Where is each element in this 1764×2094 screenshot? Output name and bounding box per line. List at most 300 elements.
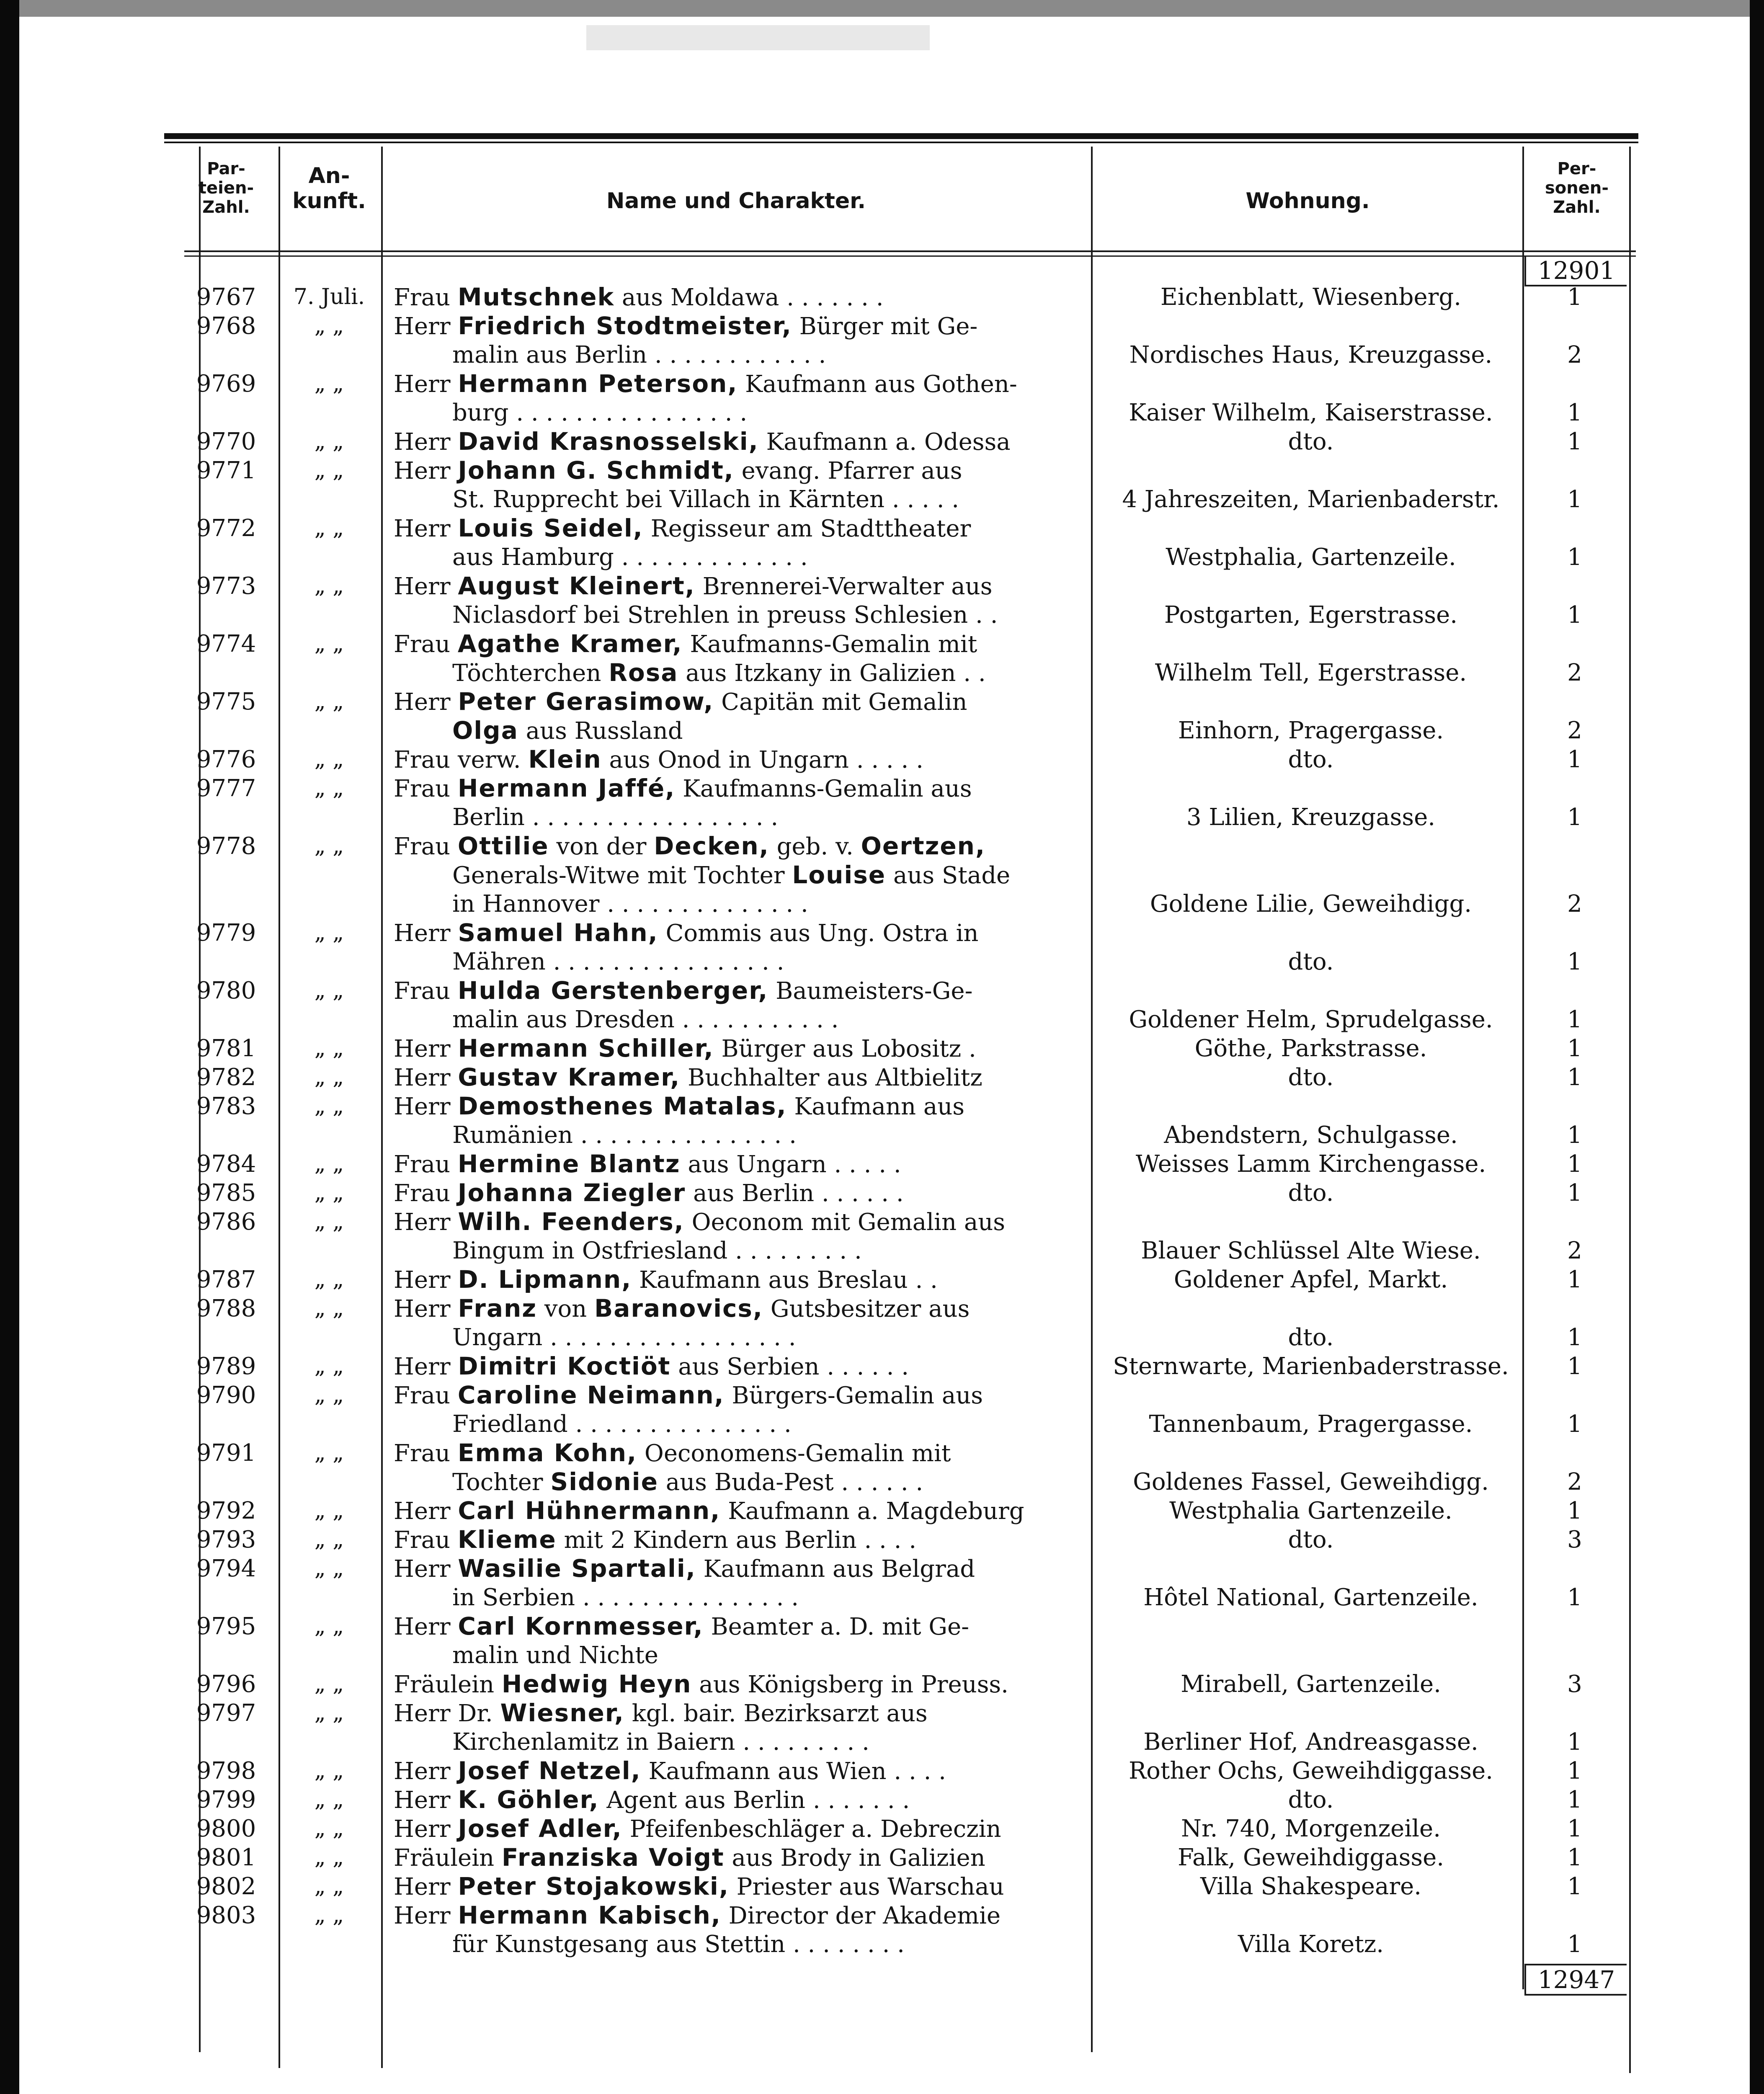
entry-ankunft: „ „ — [314, 1527, 344, 1552]
entry-text: Herr — [394, 1035, 458, 1062]
entry-person-name: Agathe Kramer, — [457, 629, 683, 658]
entry-parteien-zahl: 9789 — [196, 1353, 256, 1380]
entry-personen-zahl: 1 — [1567, 399, 1582, 426]
entry-parteien-zahl: 9788 — [196, 1295, 256, 1322]
entry-wohnung: Goldenes Fassel, Geweihdigg. — [1133, 1468, 1489, 1496]
entry-text: Frau — [394, 833, 458, 860]
entry-ankunft: „ „ — [314, 1065, 344, 1090]
entry-ankunft: „ „ — [314, 1267, 344, 1292]
entry-text: Director der Akademie — [721, 1902, 1001, 1929]
entry-parteien-zahl: 9798 — [196, 1757, 256, 1785]
entry-ankunft: „ „ — [314, 1093, 344, 1119]
entry-person-name: Hulda Gerstenberger, — [457, 976, 769, 1005]
entry-text: Tochter — [452, 1469, 551, 1496]
entry-ankunft: „ „ — [314, 1209, 344, 1234]
entry-name-line — [394, 1901, 1101, 1930]
entry-ankunft: „ „ — [314, 1845, 344, 1870]
entry-name-line — [394, 1930, 1160, 1959]
entry-ankunft: „ „ — [314, 1556, 344, 1581]
entry-parteien-zahl: 9803 — [196, 1902, 256, 1929]
entry-name-line — [394, 1092, 1101, 1121]
entry-text: Bürgers-Gemalin aus — [724, 1382, 983, 1409]
entry-personen-zahl: 1 — [1567, 1006, 1582, 1033]
entry-name-line — [394, 832, 1101, 861]
entry-personen-zahl: 2 — [1567, 890, 1582, 918]
entry-text: Herr — [394, 428, 458, 456]
entry-text: Herr — [394, 1353, 458, 1380]
entry-name-line — [394, 398, 1160, 427]
entry-person-name: Wilh. Feenders, — [458, 1207, 684, 1236]
entry-text: von — [537, 1295, 595, 1323]
entry-text: Bürger mit Ge- — [792, 313, 978, 340]
entry-ankunft: „ „ — [314, 1354, 344, 1379]
entry-wohnung: Rother Ochs, Geweihdiggasse. — [1128, 1757, 1493, 1785]
header-personen-zahl: Per- sonen- Zahl. — [1545, 159, 1609, 217]
column-divider — [279, 147, 280, 2068]
scan-border-top — [0, 0, 1764, 17]
entry-text: malin aus Berlin . . . . . . . . . . . . — [452, 341, 826, 369]
entry-name-line — [394, 369, 1101, 399]
entry-person-name: Johann G. Schmidt, — [458, 456, 734, 485]
entry-wohnung: Weisses Lamm Kirchengasse. — [1135, 1150, 1486, 1178]
entry-name-line — [394, 1294, 1101, 1323]
entry-text: Herr — [394, 1266, 458, 1294]
entry-personen-zahl: 1 — [1567, 746, 1582, 773]
entry-personen-zahl: 1 — [1567, 1786, 1582, 1813]
entry-person-name: Hermann Kabisch, — [458, 1901, 721, 1929]
entry-name-line — [394, 1265, 1101, 1295]
entry-text: Capitän mit Gemalin — [714, 689, 967, 716]
entry-text: Fräulein — [394, 1844, 502, 1872]
entry-parteien-zahl: 9795 — [196, 1613, 256, 1640]
entry-person-name: Franziska Voigt — [501, 1843, 725, 1872]
entry-text: Herr — [394, 573, 458, 600]
entry-personen-zahl: 1 — [1567, 544, 1582, 571]
entry-text: Kaufmann aus Gothen- — [738, 371, 1017, 398]
entry-text: Herr — [394, 1873, 458, 1901]
entry-text: Brennerei-Verwalter aus — [695, 573, 993, 600]
entry-wohnung: Göthe, Parkstrasse. — [1194, 1035, 1427, 1062]
entry-person-name: Samuel Hahn, — [458, 918, 658, 947]
entry-parteien-zahl: 9779 — [196, 919, 256, 946]
entry-text: Herr — [394, 371, 458, 398]
entry-wohnung: Tannenbaum, Pragergasse. — [1149, 1411, 1473, 1438]
entry-ankunft: „ „ — [314, 747, 344, 772]
entry-text: Herr — [394, 1093, 458, 1120]
entry-name-line — [394, 1034, 1101, 1063]
entry-text: Kaufmann a. Odessa — [758, 428, 1011, 456]
entry-text: Bürger aus Lobositz . — [714, 1035, 976, 1062]
entry-name-line — [394, 1467, 1160, 1497]
entry-text: geb. v. — [769, 833, 861, 860]
entry-name-line — [394, 803, 1160, 832]
entry-name-line — [394, 1063, 1101, 1092]
entry-text: Ungarn . . . . . . . . . . . . . . . . . — [452, 1324, 796, 1351]
entry-text: aus Buda-Pest . . . . . . — [658, 1469, 923, 1496]
entry-name-line — [394, 1699, 1101, 1728]
header-name-und-charakter: Name und Charakter. — [606, 188, 866, 214]
top-double-rule — [164, 133, 1638, 139]
entry-person-name: Peter Gerasimow, — [458, 687, 714, 716]
entry-text: Frau — [394, 1180, 458, 1207]
entry-person-name: Josef Netzel, — [458, 1756, 641, 1785]
entry-person-name: Baranovics, — [594, 1294, 763, 1323]
entry-text: Herr — [394, 1555, 458, 1583]
entry-parteien-zahl: 9773 — [196, 572, 256, 600]
entry-parteien-zahl: 9781 — [196, 1035, 256, 1062]
entry-personen-zahl: 1 — [1567, 1266, 1582, 1293]
entry-text: Herr — [394, 1815, 458, 1843]
entry-name-line — [394, 1525, 1101, 1555]
entry-text: Regisseur am Stadttheater — [643, 515, 971, 542]
entry-text: aus Russland — [518, 717, 683, 745]
entry-person-name: Carl Hühnermann, — [458, 1496, 721, 1525]
entry-name-line — [394, 1843, 1101, 1872]
entry-wohnung: Kaiser Wilhelm, Kaiserstrasse. — [1129, 399, 1493, 426]
entry-personen-zahl: 2 — [1567, 1468, 1582, 1496]
entry-name-line — [394, 1381, 1101, 1410]
entry-name-line — [394, 283, 1101, 312]
entry-name-line — [394, 1005, 1160, 1034]
entry-text: Rumänien . . . . . . . . . . . . . . . — [452, 1122, 797, 1149]
entry-parteien-zahl: 9784 — [196, 1150, 256, 1178]
entry-parteien-zahl: 9801 — [196, 1844, 256, 1871]
entry-text: Commis aus Ung. Ostra in — [658, 920, 979, 947]
entry-text: Herr — [394, 515, 458, 542]
entry-parteien-zahl: 9787 — [196, 1266, 256, 1293]
entry-personen-zahl: 1 — [1567, 1411, 1582, 1438]
entry-parteien-zahl: 9770 — [196, 428, 256, 455]
entry-name-line — [394, 1207, 1101, 1237]
entry-wohnung: Nordisches Haus, Kreuzgasse. — [1129, 341, 1493, 369]
entry-personen-zahl: 3 — [1567, 1671, 1582, 1698]
entry-ankunft: „ „ — [314, 1498, 344, 1523]
entry-text: burg . . . . . . . . . . . . . . . . — [452, 399, 748, 426]
entry-text: Herr — [394, 457, 458, 485]
entry-person-name: Louise — [792, 861, 886, 889]
entry-text: Kaufmann aus Breslau . . — [632, 1266, 938, 1294]
entry-parteien-zahl: 9771 — [196, 457, 256, 484]
entry-name-line — [394, 1236, 1160, 1265]
entry-text: Herr Dr. — [394, 1700, 500, 1727]
entry-parteien-zahl: 9777 — [196, 775, 256, 802]
entry-wohnung: 3 Lilien, Kreuzgasse. — [1186, 804, 1436, 831]
entry-personen-zahl: 1 — [1567, 948, 1582, 975]
entry-text: aus Onod in Ungarn . . . . . — [601, 746, 923, 774]
entry-person-name: Louis Seidel, — [458, 514, 643, 542]
entry-name-line — [394, 1496, 1101, 1526]
entry-text: für Kunstgesang aus Stettin . . . . . . . . — [452, 1931, 905, 1958]
entry-ankunft: „ „ — [314, 371, 344, 396]
entry-ankunft: „ „ — [314, 1758, 344, 1783]
entry-personen-zahl: 2 — [1567, 717, 1582, 744]
entry-name-line — [394, 1641, 1160, 1670]
entry-text: Frau — [394, 1527, 458, 1554]
entry-name-line — [394, 601, 1160, 629]
entry-ankunft: „ „ — [314, 1874, 344, 1899]
entry-text: Frau — [394, 775, 458, 802]
entry-text: aus Berlin . . . . . . — [686, 1180, 904, 1207]
entry-text: Kaufmann aus — [787, 1093, 965, 1120]
entry-parteien-zahl: 9797 — [196, 1699, 256, 1727]
entry-personen-zahl: 1 — [1567, 1815, 1582, 1842]
entry-personen-zahl: 1 — [1567, 284, 1582, 311]
entry-personen-zahl: 1 — [1567, 1035, 1582, 1062]
entry-wohnung: Blauer Schlüssel Alte Wiese. — [1141, 1237, 1481, 1264]
entry-wohnung: Westphalia, Gartenzeile. — [1166, 544, 1456, 571]
entry-person-name: Ottilie — [457, 832, 549, 860]
entry-person-name: David Krasnosselski, — [458, 427, 759, 456]
entry-name-line — [394, 745, 1101, 774]
entry-text: Herr — [394, 1787, 458, 1814]
entry-personen-zahl: 1 — [1567, 1728, 1582, 1756]
entry-name-line — [394, 1814, 1101, 1844]
entry-parteien-zahl: 9802 — [196, 1873, 256, 1900]
entry-name-line — [394, 658, 1160, 688]
entry-wohnung: Berliner Hof, Andreasgasse. — [1143, 1728, 1478, 1756]
entry-name-line — [394, 687, 1101, 717]
entry-text: mit 2 Kindern aus Berlin . . . . — [556, 1527, 917, 1554]
entry-person-name: Olga — [452, 716, 518, 745]
entry-name-line — [394, 427, 1101, 456]
entry-ankunft: „ „ — [314, 516, 344, 541]
entry-parteien-zahl: 9772 — [196, 515, 256, 542]
entry-text: Oeconomens-Gemalin mit — [637, 1440, 951, 1467]
entry-name-line — [394, 1785, 1101, 1815]
entry-ankunft: „ „ — [314, 689, 344, 714]
entry-personen-zahl: 2 — [1567, 659, 1582, 686]
entry-text: Kaufmann aus Wien . . . . — [641, 1758, 946, 1785]
entry-text: aus Ungarn . . . . . — [680, 1151, 901, 1178]
entry-name-line — [394, 1150, 1101, 1179]
entry-parteien-zahl: 9783 — [196, 1093, 256, 1120]
entry-parteien-zahl: 9774 — [196, 630, 256, 658]
column-divider — [381, 147, 383, 2068]
entry-text: Agent aus Berlin . . . . . . . — [599, 1787, 910, 1814]
entry-text: aus Hamburg . . . . . . . . . . . . . — [452, 544, 808, 571]
entry-text: Herr — [394, 1498, 458, 1525]
entry-ankunft: „ „ — [314, 1036, 344, 1061]
entry-text: von der — [549, 833, 654, 860]
entry-person-name: K. Göhler, — [458, 1785, 599, 1814]
entry-wohnung: Sternwarte, Marienbaderstrasse. — [1113, 1353, 1509, 1380]
entry-parteien-zahl: 9791 — [196, 1439, 256, 1467]
entry-wohnung: dto. — [1288, 1786, 1334, 1813]
entry-text: in Serbien . . . . . . . . . . . . . . . — [452, 1584, 799, 1611]
entry-personen-zahl: 1 — [1567, 1179, 1582, 1207]
header-ankunft: An- kunft. — [292, 163, 366, 214]
entry-ankunft: „ „ — [314, 1151, 344, 1176]
entry-text: aus Moldawa . . . . . . . — [614, 284, 884, 311]
entry-wohnung: Nr. 740, Morgenzeile. — [1181, 1815, 1441, 1842]
entry-parteien-zahl: 9793 — [196, 1526, 256, 1553]
scan-border-left — [0, 0, 19, 2094]
entry-ankunft: „ „ — [314, 833, 344, 859]
entry-name-line — [394, 1554, 1101, 1583]
header-parteien-zahl: Par- teien- Zahl. — [198, 159, 254, 217]
entry-personen-zahl: 2 — [1567, 1237, 1582, 1264]
entry-text: Frau verw. — [394, 746, 529, 774]
entry-wohnung: Goldene Lilie, Geweihdigg. — [1150, 890, 1472, 918]
entry-person-name: Klein — [528, 745, 602, 774]
entry-person-name: Wiesner, — [500, 1699, 624, 1727]
entry-person-name: Decken, — [654, 832, 769, 860]
entry-personen-zahl: 1 — [1567, 1064, 1582, 1091]
entry-personen-zahl: 1 — [1567, 1122, 1582, 1149]
entry-text: Kirchenlamitz in Baiern . . . . . . . . . — [452, 1728, 869, 1756]
entry-name-line — [394, 312, 1101, 341]
entry-ankunft: „ „ — [314, 1903, 344, 1928]
entry-person-name: Hermann Jaffé, — [457, 774, 676, 802]
entry-parteien-zahl: 9775 — [196, 688, 256, 715]
entry-name-line — [394, 1872, 1101, 1901]
entry-text: kgl. bair. Bezirksarzt aus — [624, 1700, 928, 1727]
entry-name-line — [394, 976, 1101, 1006]
entry-text: Berlin . . . . . . . . . . . . . . . . . — [452, 804, 779, 831]
entry-personen-zahl: 1 — [1567, 1353, 1582, 1380]
entry-personen-zahl: 1 — [1567, 1873, 1582, 1900]
entry-text: in Hannover . . . . . . . . . . . . . . — [452, 890, 808, 918]
entry-ankunft: „ „ — [314, 920, 344, 945]
entry-text: Herr — [394, 1613, 458, 1640]
entry-name-line — [394, 1439, 1101, 1468]
entry-text: Buchhalter aus Altbielitz — [680, 1064, 983, 1091]
entry-wohnung: Villa Shakespeare. — [1200, 1873, 1422, 1900]
entry-name-line — [394, 1179, 1101, 1208]
entry-text: Frau — [394, 1382, 458, 1409]
entry-wohnung: dto. — [1288, 1526, 1334, 1553]
entry-wohnung: Abendstern, Schulgasse. — [1164, 1122, 1458, 1149]
entry-text: Baumeisters-Ge- — [768, 977, 973, 1005]
entry-wohnung: Falk, Geweihdiggasse. — [1177, 1844, 1444, 1871]
entry-person-name: Rosa — [609, 658, 678, 687]
entry-person-name: Gustav Kramer, — [458, 1063, 681, 1091]
entry-text: aus Brody in Galizien — [724, 1844, 985, 1872]
entry-wohnung: dto. — [1288, 948, 1334, 975]
entry-name-line — [394, 1583, 1160, 1612]
entry-ankunft: „ „ — [314, 1180, 344, 1205]
entry-name-line — [394, 456, 1101, 485]
entry-text: aus Itzkany in Galizien . . — [678, 660, 986, 687]
entry-text: Fräulein — [394, 1671, 502, 1698]
column-divider — [1629, 147, 1631, 2073]
entry-person-name: Hermine Blantz — [457, 1150, 681, 1178]
entry-text: Gutsbesitzer aus — [763, 1295, 970, 1323]
entry-personen-zahl: 1 — [1567, 804, 1582, 831]
entry-person-name: Emma Kohn, — [457, 1439, 637, 1467]
entry-wohnung: Eichenblatt, Wiesenberg. — [1160, 284, 1462, 311]
entry-text: Kaufmanns-Gemalin aus — [675, 775, 972, 802]
entry-wohnung: dto. — [1288, 1324, 1334, 1351]
entry-wohnung: Westphalia Gartenzeile. — [1169, 1497, 1452, 1524]
top-rule-thin — [164, 142, 1638, 143]
entry-personen-zahl: 1 — [1567, 1584, 1582, 1611]
entry-text: Generals-Witwe mit Tochter — [452, 862, 792, 889]
entry-name-line — [394, 918, 1101, 948]
entry-name-line — [394, 861, 1160, 890]
entry-name-line — [394, 543, 1160, 572]
entry-text: Frau — [394, 631, 458, 658]
entry-wohnung: Einhorn, Pragergasse. — [1178, 717, 1444, 744]
entry-parteien-zahl: 9776 — [196, 746, 256, 773]
entry-personen-zahl: 1 — [1567, 1324, 1582, 1351]
entry-text: Herr — [394, 1902, 458, 1929]
entry-parteien-zahl: 9782 — [196, 1064, 256, 1091]
entry-text: Herr — [394, 689, 458, 716]
entry-name-line — [394, 716, 1160, 745]
entry-wohnung: Goldener Apfel, Markt. — [1173, 1266, 1448, 1293]
entry-ankunft: „ „ — [314, 458, 344, 483]
entry-person-name: Hermann Schiller, — [458, 1034, 714, 1062]
entry-name-line — [394, 1323, 1160, 1352]
entry-text: Kaufmann a. Magdeburg — [720, 1498, 1024, 1525]
entry-name-line — [394, 1121, 1160, 1150]
entry-text: Kaufmanns-Gemalin mit — [682, 631, 977, 658]
entry-text: Mähren . . . . . . . . . . . . . . . . — [452, 948, 784, 975]
entry-person-name: Hedwig Heyn — [501, 1670, 692, 1698]
entry-wohnung: Goldener Helm, Sprudelgasse. — [1129, 1006, 1493, 1033]
entry-personen-zahl: 1 — [1567, 1757, 1582, 1785]
header-rule — [184, 250, 1636, 252]
entry-text: evang. Pfarrer aus — [734, 457, 962, 485]
page-smudge — [586, 25, 930, 50]
entry-person-name: Caroline Neimann, — [457, 1381, 725, 1409]
entry-text: Frau — [394, 977, 458, 1005]
entry-ankunft: „ „ — [314, 631, 344, 656]
entry-person-name: Hermann Peterson, — [458, 369, 738, 398]
entry-wohnung: dto. — [1288, 746, 1334, 773]
entry-wohnung: dto. — [1288, 428, 1334, 455]
entry-text: Bingum in Ostfriesland . . . . . . . . . — [452, 1237, 862, 1264]
entry-personen-zahl: 1 — [1567, 486, 1582, 513]
entry-name-line — [394, 1670, 1101, 1699]
entry-text: Frau — [394, 1151, 458, 1178]
entry-name-line — [394, 572, 1101, 601]
entry-ankunft: „ „ — [314, 429, 344, 454]
entry-parteien-zahl: 9786 — [196, 1208, 256, 1235]
entry-name-line — [394, 947, 1160, 976]
entry-wohnung: dto. — [1288, 1179, 1334, 1207]
entry-ankunft: „ „ — [314, 1787, 344, 1812]
entry-text: malin aus Dresden . . . . . . . . . . . — [452, 1006, 839, 1033]
entry-parteien-zahl: 9796 — [196, 1671, 256, 1698]
entry-text: Herr — [394, 1064, 458, 1091]
entry-person-name: Mutschnek — [457, 283, 615, 311]
entry-person-name: Johanna Ziegler — [457, 1179, 686, 1207]
entry-name-line — [394, 629, 1101, 659]
entry-wohnung: Villa Koretz. — [1238, 1931, 1384, 1958]
entry-text: Herr — [394, 1758, 458, 1785]
entry-ankunft: „ „ — [314, 1700, 344, 1725]
entry-name-line — [394, 340, 1160, 369]
entry-personen-zahl: 1 — [1567, 601, 1582, 629]
entry-personen-zahl: 1 — [1567, 1497, 1582, 1524]
header-wohnung: Wohnung. — [1246, 188, 1370, 214]
entry-ankunft: „ „ — [314, 1614, 344, 1639]
entry-personen-zahl: 1 — [1567, 1844, 1582, 1871]
entry-text: Friedland . . . . . . . . . . . . . . . — [452, 1411, 792, 1438]
entry-parteien-zahl: 9767 — [196, 284, 256, 311]
entry-person-name: Friedrich Stodtmeister, — [458, 312, 792, 340]
entry-parteien-zahl: 9800 — [196, 1815, 256, 1842]
entry-text: aus Stade — [886, 862, 1011, 889]
entry-ankunft: „ „ — [314, 313, 344, 338]
carry-over-total: 12901 — [1524, 256, 1627, 286]
entry-ankunft: „ „ — [314, 776, 344, 801]
entry-parteien-zahl: 9768 — [196, 312, 256, 340]
entry-text: Kaufmann aus Belgrad — [696, 1555, 975, 1583]
entry-text: Beamter a. D. mit Ge- — [703, 1613, 970, 1640]
